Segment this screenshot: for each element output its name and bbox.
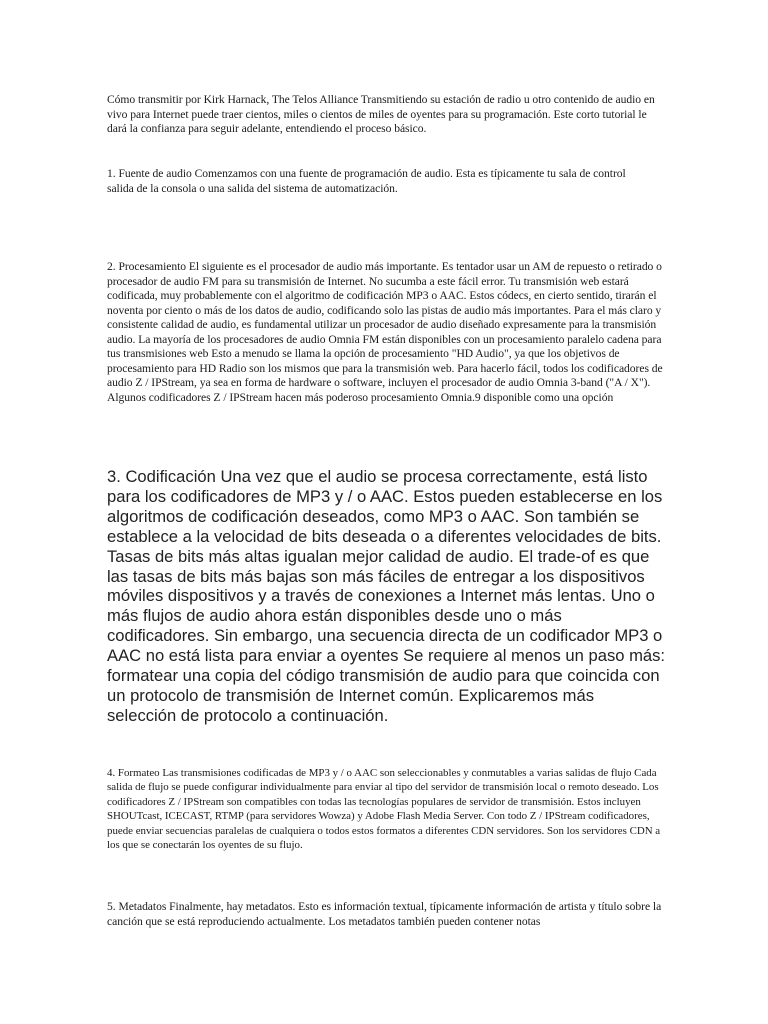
step-3-paragraph: 3. Codificación Una vez que el audio se procesa correctamente, está listo para los codificadores de MP3 y / o AAC. Estos pueden establecerse en los algoritmos de codificación deseados, como MP3 o AAC. Son también se establece a la velocidad de bits deseada o a diferentes velocidades de bits. Tasas de bits más altas igualan mejor calidad de audio. El trade-of es que las tasas de bits más bajas son más fáciles de entregar a los dispositivos móviles dispositivos y a través de conexiones a Internet más lentas. Uno o más flujos de audio ahora están disponibles desde uno o más codificadores. Sin embargo, una secuencia directa de un codificador MP3 o AAC no está lista para enviar a oyentes Se requiere al menos un paso más: formatear una copia del código transmisión de audio para que coincida con un protocolo de transmisión de Internet común. Explicaremos más selección de protocolo a continuación. [107, 467, 666, 725]
step-4-paragraph: 4. Formateo Las transmisiones codificadas de MP3 y / o AAC son seleccionables y conmutables a varias salidas de flujo Cada salida de flujo se puede configurar individualmente para enviar al tipo del servidor de transmisión local o remoto deseado. Los codificadores Z / IPStream son compatibles con todas las tecnologías populares de servidor de transmisión. Estos incluyen SHOUTcast, ICECAST, RTMP (para servidores Wowza) y Adobe Flash Media Server. Con todo Z / IPStream codificadores, puede enviar secuencias paralelas de cualquiera o todos estos formatos a diferentes CDN servidores. Son los servidores CDN a los que se conectarán los oyentes de su flujo. [107, 767, 661, 852]
step-1-paragraph: 1. Fuente de audio Comenzamos con una fuente de programación de audio. Esta es típicamente tu sala de control salida de la consola o una salida del sistema de automatización. [107, 167, 626, 195]
step-5-paragraph: 5. Metadatos Finalmente, hay metadatos. Esto es información textual, típicamente información de artista y título sobre la canción que se está reproduciendo actualmente. Los metadatos también pueden contener notas [107, 900, 662, 928]
intro-paragraph: Cómo transmitir por Kirk Harnack, The Telos Alliance Transmitiendo su estación de radio u otro contenido de audio en vivo para Internet puede traer cientos, miles o cientos de miles de oyentes para su programación. Este corto tutorial le dará la confianza para seguir adelante, entendiendo el proceso básico. [107, 93, 655, 135]
step-2-paragraph: 2. Procesamiento El siguiente es el procesador de audio más importante. Es tentador usar un AM de repuesto o retirado o procesador de audio FM para su transmisión de Internet. No sucumba a este fácil error. Tu transmisión web estará codificada, muy probablemente con el algoritmo de codificación MP3 o AAC. Estos códecs, en cierto sentido, tirarán el noventa por ciento o más de los datos de audio, codificando solo las pistas de audio más importantes. Para el más claro y consistente calidad de audio, es fundamental utilizar un procesador de audio diseñado expresamente para la transmisión audio. La mayoría de los procesadores de audio Omnia FM están disponibles con un procesamiento paralelo cadena para tus transmisiones web Esto a menudo se llama la opción de procesamiento "HD Audio", ya que los objetivos de procesamiento para HD Radio son los mismos que para la transmisión web. Para hacerlo fácil, todos los codificadores de audio Z / IPStream, ya sea en forma de hardware o software, incluyen el procesador de audio Omnia 3-band ("A / X"). Algunos codificadores Z / IPStream hacen más poderoso procesamiento Omnia.9 disponible como una opción [107, 260, 663, 404]
